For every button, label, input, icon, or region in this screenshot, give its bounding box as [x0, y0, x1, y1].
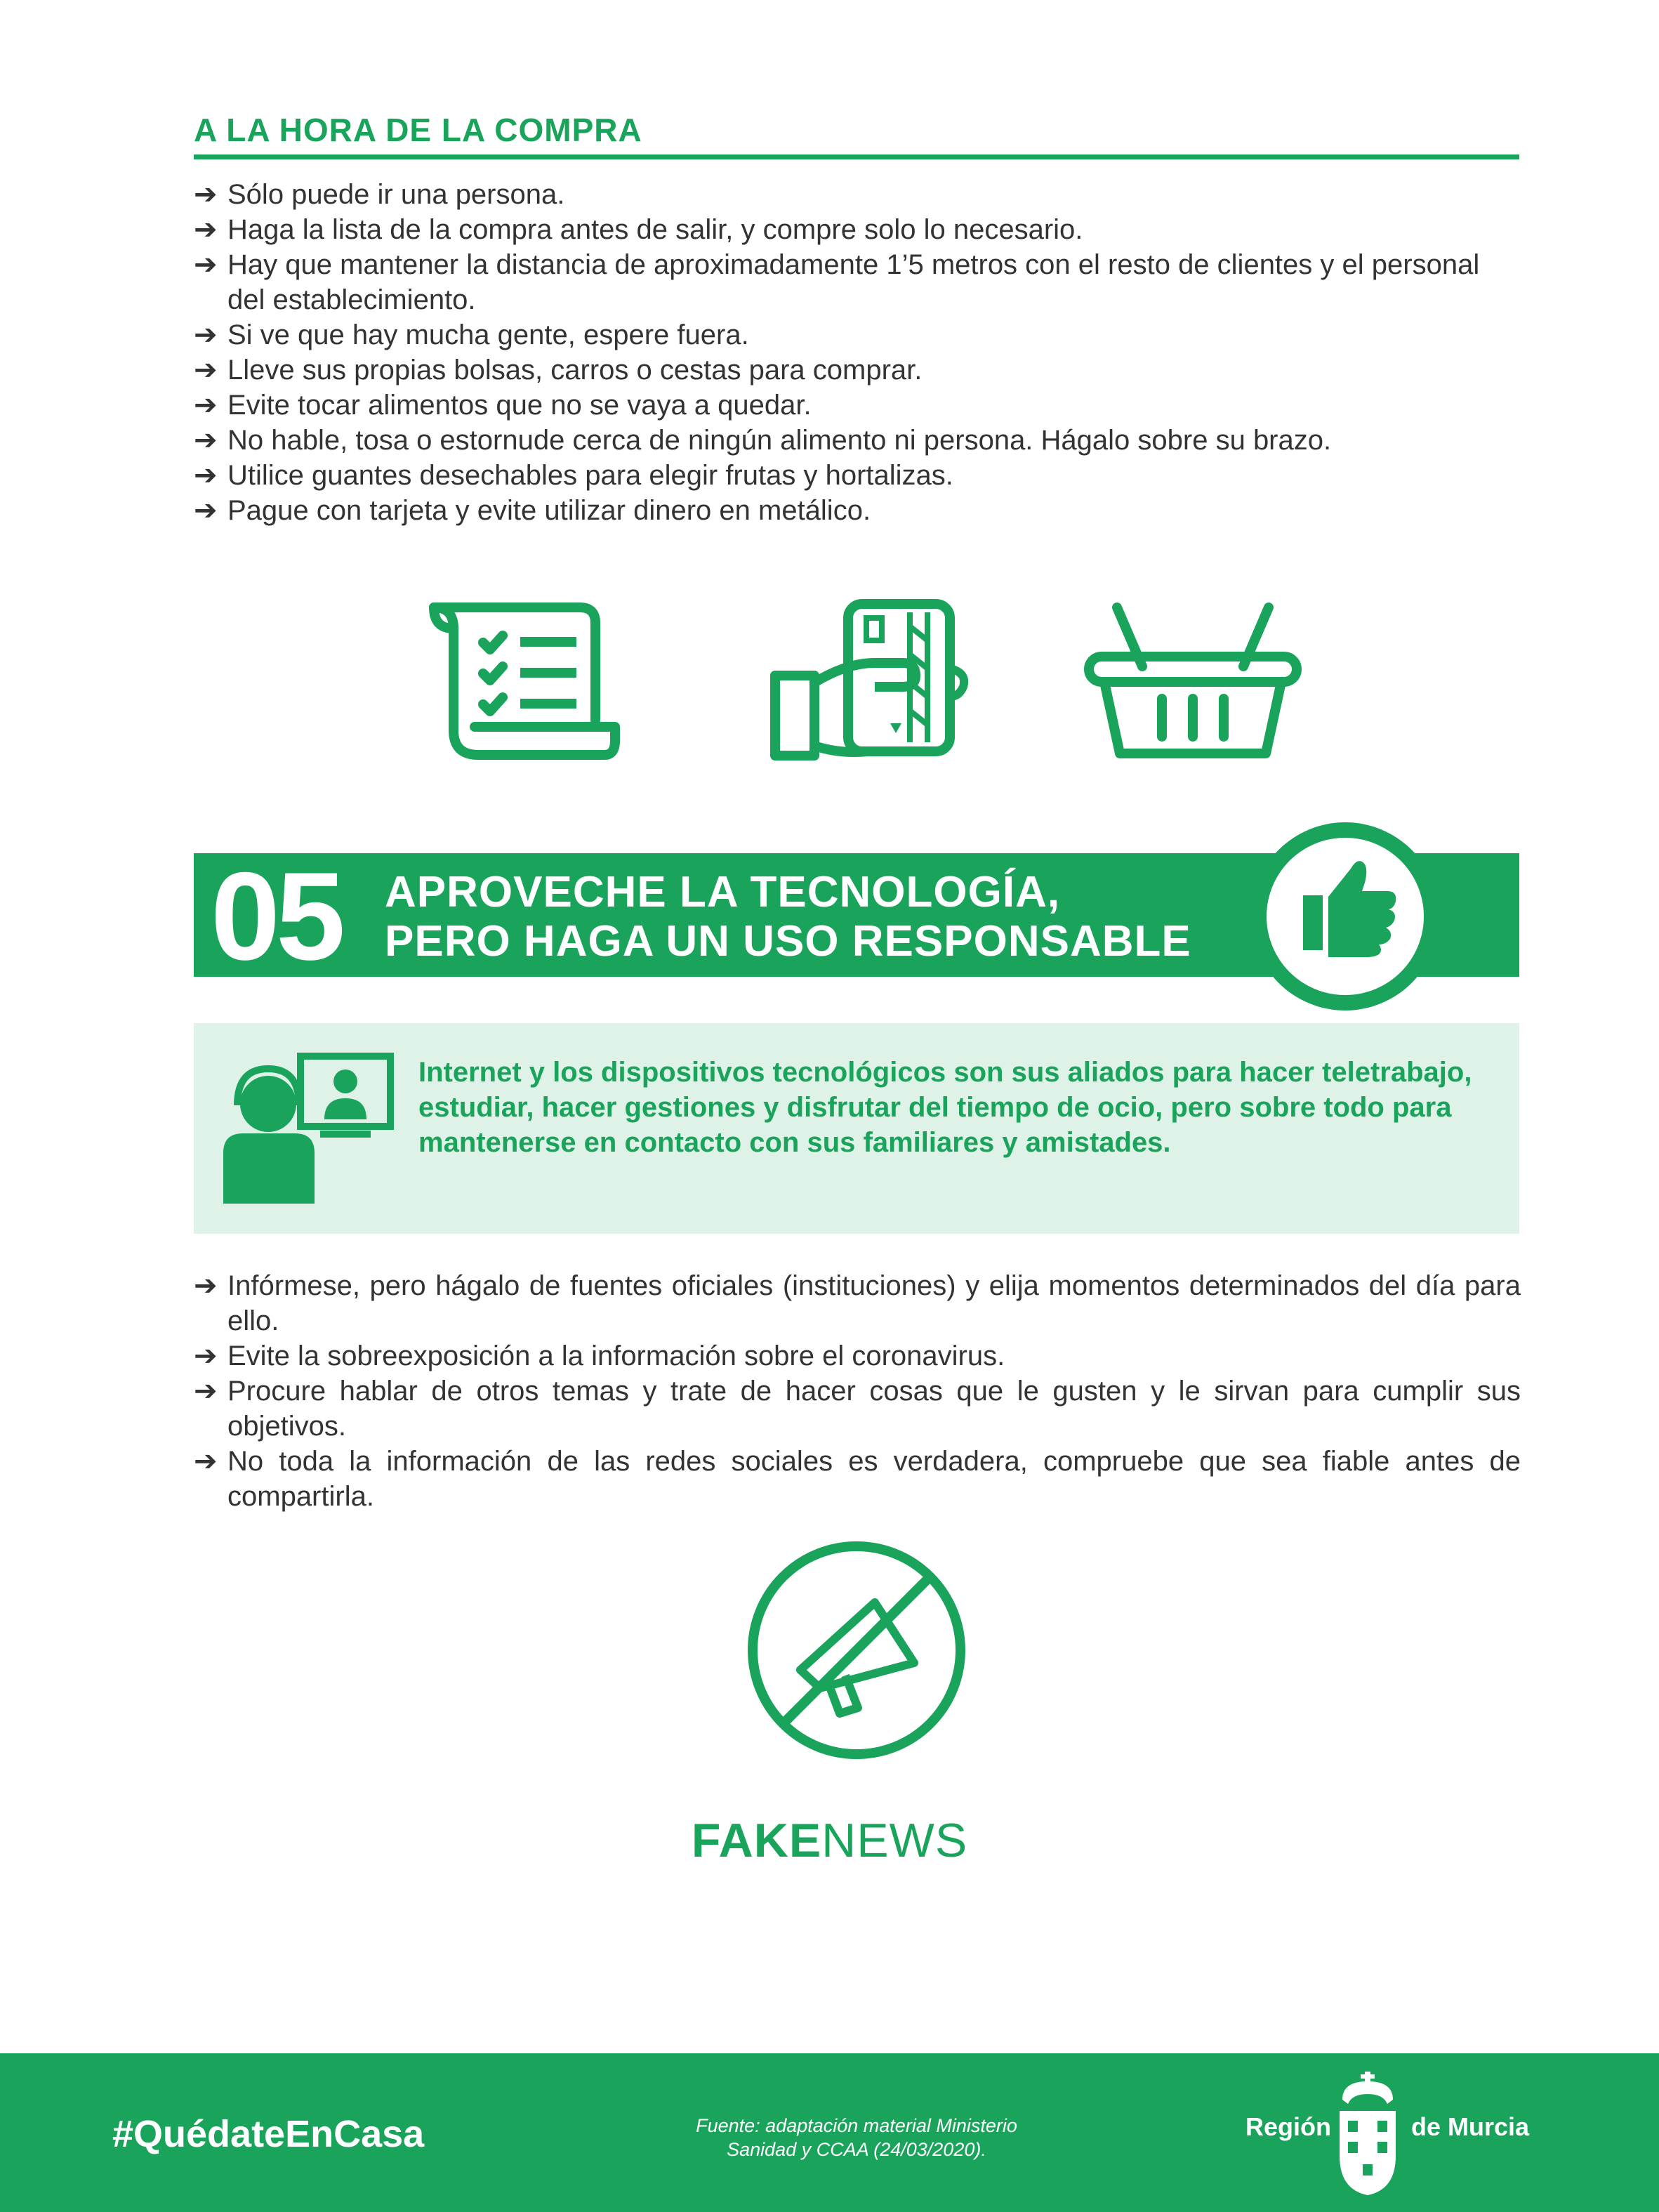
region-name-left: Región	[1245, 2112, 1331, 2141]
arrow-icon: ➔	[194, 179, 218, 210]
list-item: ➔ Si ve que hay mucha gente, espere fuera.	[194, 317, 1521, 353]
list-item: ➔ Infórmese, pero hágalo de fuentes oficiales (instituciones) y elija momentos determinados del día para ello.	[194, 1268, 1521, 1338]
arrow-icon: ➔	[194, 460, 218, 491]
arrow-icon: ➔	[194, 425, 218, 456]
arrow-icon: ➔	[194, 495, 218, 526]
arrow-icon: ➔	[194, 355, 218, 386]
shopping-list	[194, 177, 1521, 528]
arrow-icon: ➔	[194, 390, 218, 421]
heading-rule	[194, 154, 1519, 159]
arrow-icon: ➔	[194, 1376, 218, 1407]
list-item: ➔ Sólo puede ir una persona.	[194, 177, 1521, 212]
section-number: 05	[211, 846, 341, 986]
region-crest-icon	[1334, 2072, 1401, 2198]
source-note: Fuente: adaptación material Ministerio Sanidad y CCAA (24/03/2020).	[696, 2115, 1017, 2160]
fakenews-label: FAKENEWS	[691, 1814, 968, 1867]
list-item: ➔ No toda la información de las redes sociales es verdadera, compruebe que sea fiable antes de compartirla.	[194, 1444, 1521, 1514]
region-name-right: de Murcia	[1411, 2112, 1530, 2141]
list-item: ➔ Utilice guantes desechables para elegir frutas y hortalizas.	[194, 458, 1521, 493]
list-item: ➔ Pague con tarjeta y evite utilizar dinero en metálico.	[194, 493, 1521, 528]
hashtag: #QuédateEnCasa	[112, 2113, 425, 2155]
info-text: Internet y los dispositivos tecnológicos son sus aliados para hacer teletrabajo, estudiar, hacer gestiones y disfrutar del tiempo de ocio, pero sobre todo para mantenerse en contacto con sus familiares y amistades.	[418, 1057, 1472, 1158]
video-call-icon	[218, 1048, 396, 1204]
arrow-icon: ➔	[194, 1341, 218, 1371]
list-item: ➔ Evite la sobreexposición a la información sobre el coronavirus.	[194, 1338, 1521, 1374]
tech-list	[194, 1268, 1521, 1514]
section-title-line2: PERO HAGA UN USO RESPONSABLE	[385, 917, 1191, 966]
list-item: ➔ Hay que mantener la distancia de aproximadamente 1’5 metros con el resto de clientes y el personal del establecimiento.	[194, 247, 1521, 317]
list-item: ➔ Lleve sus propias bolsas, carros o cestas para comprar.	[194, 353, 1521, 388]
shopping-heading: A LA HORA DE LA COMPRA	[194, 112, 642, 148]
arrow-icon: ➔	[194, 1270, 218, 1301]
list-item: ➔ No hable, tosa o estornude cerca de ningún alimento ni persona. Hágalo sobre su brazo.	[194, 423, 1521, 458]
checklist-scroll-icon	[425, 600, 622, 762]
list-item: ➔ Haga la lista de la compra antes de salir, y compre solo lo necesario.	[194, 212, 1521, 247]
shopping-basket-icon	[1083, 600, 1302, 763]
arrow-icon: ➔	[194, 320, 218, 350]
card-payment-icon	[769, 598, 969, 761]
thumbs-up-icon	[1247, 818, 1443, 1015]
no-megaphone-icon	[746, 1539, 967, 1761]
arrow-icon: ➔	[194, 1446, 218, 1477]
arrow-icon: ➔	[194, 249, 218, 280]
section-title-line1: APROVECHE LA TECNOLOGÍA,	[385, 868, 1061, 916]
section-title	[385, 868, 1191, 966]
arrow-icon: ➔	[194, 214, 218, 245]
list-item: ➔ Evite tocar alimentos que no se vaya a quedar.	[194, 388, 1521, 423]
list-item: ➔ Procure hablar de otros temas y trate de hacer cosas que le gusten y le sirvan para cumplir sus objetivos.	[194, 1374, 1521, 1444]
